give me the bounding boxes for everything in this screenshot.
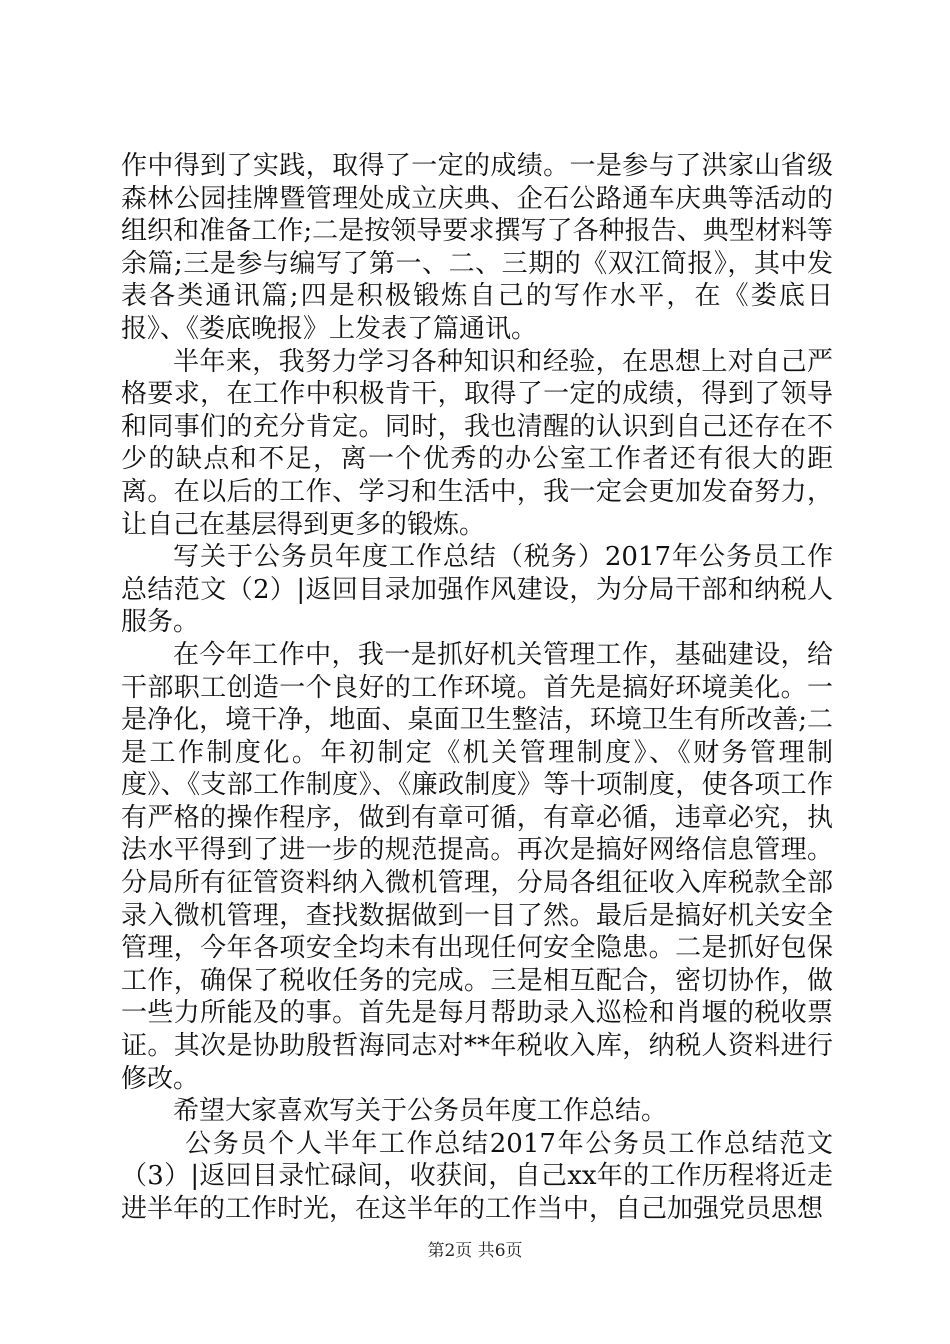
paragraph-closing-wish: 希望大家喜欢写关于公务员年度工作总结。: [173, 1096, 668, 1127]
paragraph-section-heading-2: 写关于公务员年度工作总结（税务）2017年公务员工作总结范文（2）|返回目录加强作风建设，为分局干部和纳税人服务。: [121, 542, 833, 638]
page-number-footer: 第2页 共6页: [427, 1241, 523, 1261]
paragraph-continuation: 作中得到了实践，取得了一定的成绩。一是参与了洪家山省级森林公园挂牌暨管理处成立庆典、企石公路通车庆典等活动的组织和准备工作;二是按领导要求撰写了各种报告、典型材料等余篇;三是参与编写了第一、二、三期的《双江简报》，其中发表各类通讯篇;四是积极锻炼自己的写作水平，在《娄底日报》、《娄底晚报》上发表了篇通讯。: [121, 151, 833, 344]
paragraph-tax-work: 在今年工作中，我一是抓好机关管理工作，基础建设，给干部职工创造一个良好的工作环境。首先是搞好环境美化。一是净化，境干净，地面、桌面卫生整洁，环境卫生有所改善;二是工作制度化。年初制定《机关管理制度》、《财务管理制度》、《支部工作制度》、《廉政制度》等十项制度，使各项工作有严格的操作程序，做到有章可循，有章必循，违章必究，执法水平得到了进一步的规范提高。再次是搞好网络信息管理。分局所有征管资料纳入微机管理，分局各组征收入库税款全部录入微机管理，查找数据做到一目了然。最后是搞好机关安全管理，今年各项安全均未有出现任何安全隐患。二是抓好包保工作，确保了税收任务的完成。三是相互配合，密切协作，做一些力所能及的事。首先是每月帮助录入巡检和肖堰的税收票证。其次是协助殷哲海同志对**年税收入库，纳税人资料进行修改。: [121, 639, 833, 1094]
paragraph-section-heading-3: 公务员个人半年工作总结2017年公务员工作总结范文（3）|返回目录忙碌间，收获间，自己xx年的工作历程将近走进半年的工作时光，在这半年的工作当中，自己加强党员思想: [121, 1128, 833, 1224]
paragraph-half-year-summary: 半年来，我努力学习各种知识和经验，在思想上对自己严格要求，在工作中积极肯干，取得了一定的成绩，得到了领导和同事们的充分肯定。同时，我也清醒的认识到自己还存在不少的缺点和不足，离一个优秀的办公室工作者还有很大的距离。在以后的工作、学习和生活中，我一定会更加发奋努力，让自己在基层得到更多的锻炼。: [121, 346, 833, 540]
document-body: [121, 150, 833, 1226]
